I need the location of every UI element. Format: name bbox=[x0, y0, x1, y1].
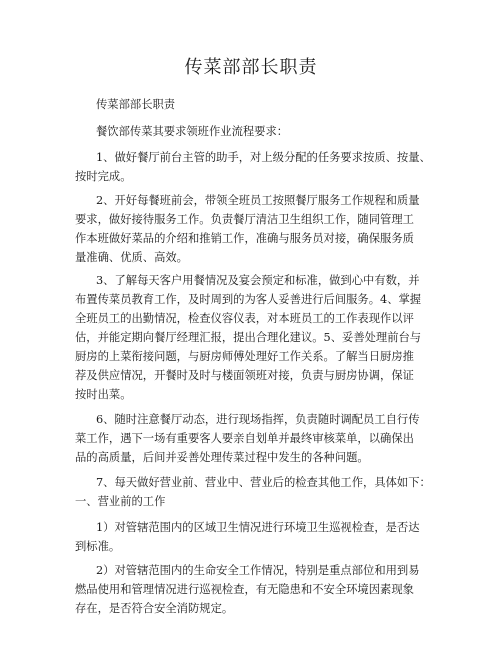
paragraph-line: 餐饮部传菜其要求领班作业流程要求： bbox=[96, 125, 289, 138]
paragraph-line: 2）对管辖范围内的生命安全工作情况，特别是重点部位和用到易 bbox=[96, 564, 420, 577]
paragraph-line: 1）对管辖范围内的区域卫生情况进行环境卫生巡视检查，是否达 bbox=[96, 521, 420, 534]
paragraph-line: 品的高质量，后间并妥善处理传菜过程中发生的各种问题。 bbox=[75, 451, 369, 464]
paragraph-line: 估，并能定期向餐厅经理汇报，提出合理化建议。5、妥善处理前台与 bbox=[75, 331, 422, 344]
paragraph-line: 厨房的上菜衔接问题，与厨房师傅处理好工作关系。了解当日厨房推 bbox=[75, 350, 414, 363]
paragraph-line: 全班员工的出勤情况，检查仪容仪表，对本班员工的工作表现作以评 bbox=[75, 312, 414, 325]
paragraph-line: 存在，是否符合安全消防规定。 bbox=[75, 602, 234, 615]
paragraph-line: 传菜部部长职责 bbox=[96, 98, 176, 111]
paragraph-line: 6、随时注意餐厅动态，进行现场指挥，负责随时调配员工自行传 bbox=[96, 413, 420, 426]
paragraph-line: 到标准。 bbox=[75, 540, 121, 553]
paragraph-line: 3、了解每天客户用餐情况及宴会预定和标准，做到心中有数，并 bbox=[96, 274, 420, 287]
paragraph-line: 7、每天做好营业前、营业中、营业后的检查其他工作，具体如下： bbox=[96, 476, 431, 489]
paragraph-line: 作本班做好菜品的介绍和推销工作，准确与服务员对接，确保服务质 bbox=[75, 232, 414, 245]
paragraph-line: 2、开好每餐班前会，带领全班员工按照餐厅服务工作规程和质量 bbox=[96, 194, 420, 207]
paragraph-line: 按时出菜。 bbox=[75, 388, 132, 401]
paragraph-line: 布置传菜员教育工作，及时周到的为客人妥善进行后间服务。4、掌握 bbox=[75, 293, 422, 306]
paragraph-line: 1、做好餐厅前台主管的助手，对上级分配的任务要求按质、按量、 bbox=[96, 151, 431, 164]
paragraph-line: 按时完成。 bbox=[75, 170, 132, 183]
document-title: 传菜部部长职责 bbox=[184, 57, 318, 78]
paragraph-line: 量准确、优质、高效。 bbox=[75, 251, 188, 264]
paragraph-line: 菜工作，遇下一场有重要客人要亲自划单并最终审核菜单，以确保出 bbox=[75, 432, 414, 445]
paragraph-line: 荐及供应情况，开餐时及时与楼面领班对接，负责与厨房协调，保证 bbox=[75, 369, 414, 382]
paragraph-line: 燃品使用和管理情况进行巡视检查，有无隐患和不安全环境因素现象 bbox=[75, 583, 414, 596]
paragraph-line: 要求，做好接待服务工作。负责餐厅清洁卫生组织工作，随同管理工 bbox=[75, 213, 414, 226]
section-heading: 一、营业前的工作 bbox=[75, 495, 166, 508]
